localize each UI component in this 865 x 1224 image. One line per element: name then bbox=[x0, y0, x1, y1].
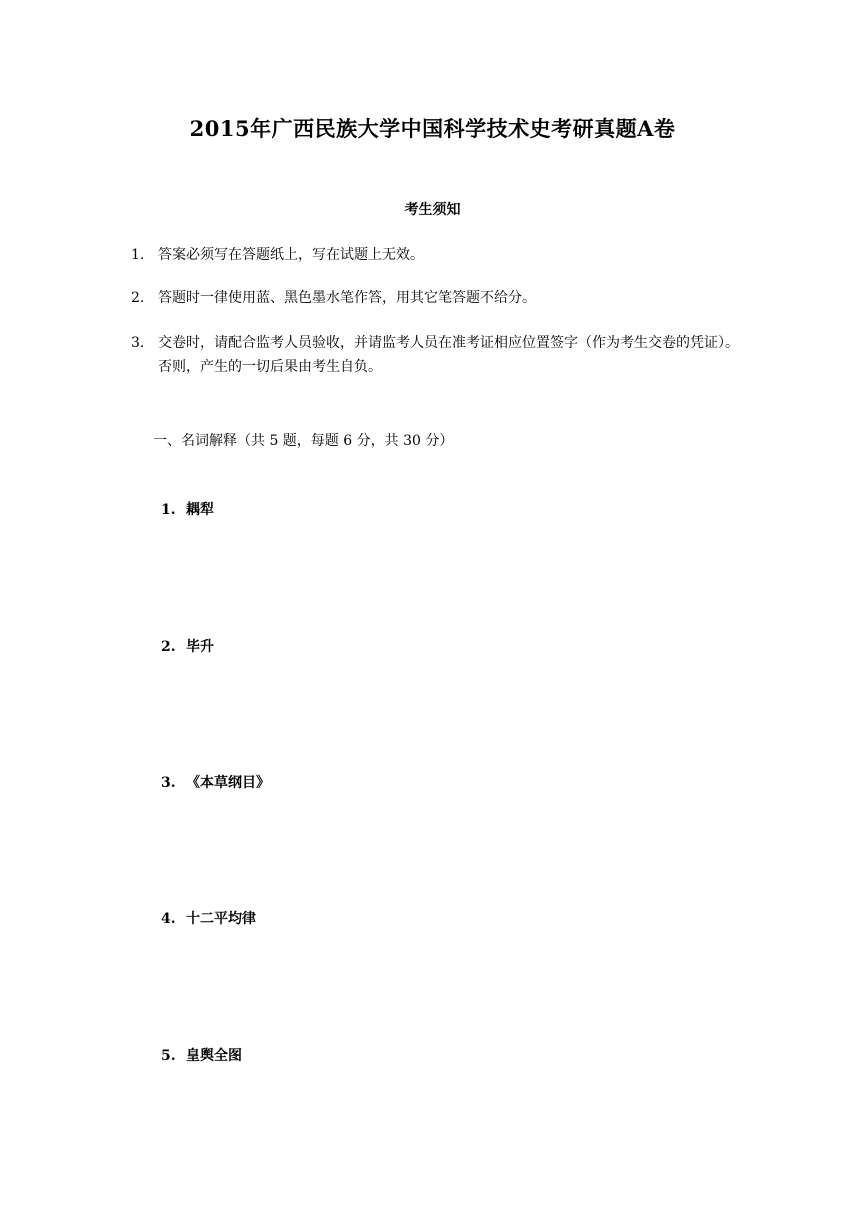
question-number: 4. bbox=[161, 911, 176, 927]
rule-number: 2. bbox=[131, 290, 145, 306]
question-number: 1. bbox=[161, 502, 176, 518]
question-text: 耦犁 bbox=[186, 502, 214, 518]
question-number: 3. bbox=[161, 775, 176, 791]
question-5 bbox=[161, 1045, 242, 1065]
question-1 bbox=[161, 499, 214, 519]
question-2 bbox=[161, 636, 214, 656]
question-text: 皇舆全图 bbox=[186, 1048, 242, 1064]
rule-text: 答案必须写在答题纸上，写在试题上无效。 bbox=[158, 247, 424, 263]
notice-heading: 考生须知 bbox=[404, 202, 461, 218]
rule-text: 答题时一律使用蓝、黑色墨水笔作答，用其它笔答题不给分。 bbox=[158, 290, 536, 306]
rule-number: 1. bbox=[131, 247, 145, 263]
document-title: 2015年广西民族大学中国科学技术史考研真题A卷 bbox=[189, 116, 676, 141]
section-heading: 一、名词解释（共 5 题，每题 6 分，共 30 分） bbox=[153, 433, 454, 449]
question-text: 毕升 bbox=[186, 639, 214, 655]
question-4 bbox=[161, 908, 256, 928]
question-number: 2. bbox=[161, 639, 176, 655]
rule-text: 交卷时，请配合监考人员验收，并请监考人员在准考证相应位置签字（作为考生交卷的凭证）。否则，产生的一切后果由考生自负。 bbox=[158, 335, 739, 375]
question-text: 《本草纲目》 bbox=[186, 775, 270, 791]
question-text: 十二平均律 bbox=[186, 911, 256, 927]
question-3 bbox=[161, 772, 270, 792]
rule-number: 3. bbox=[131, 335, 145, 351]
question-number: 5. bbox=[161, 1048, 176, 1064]
